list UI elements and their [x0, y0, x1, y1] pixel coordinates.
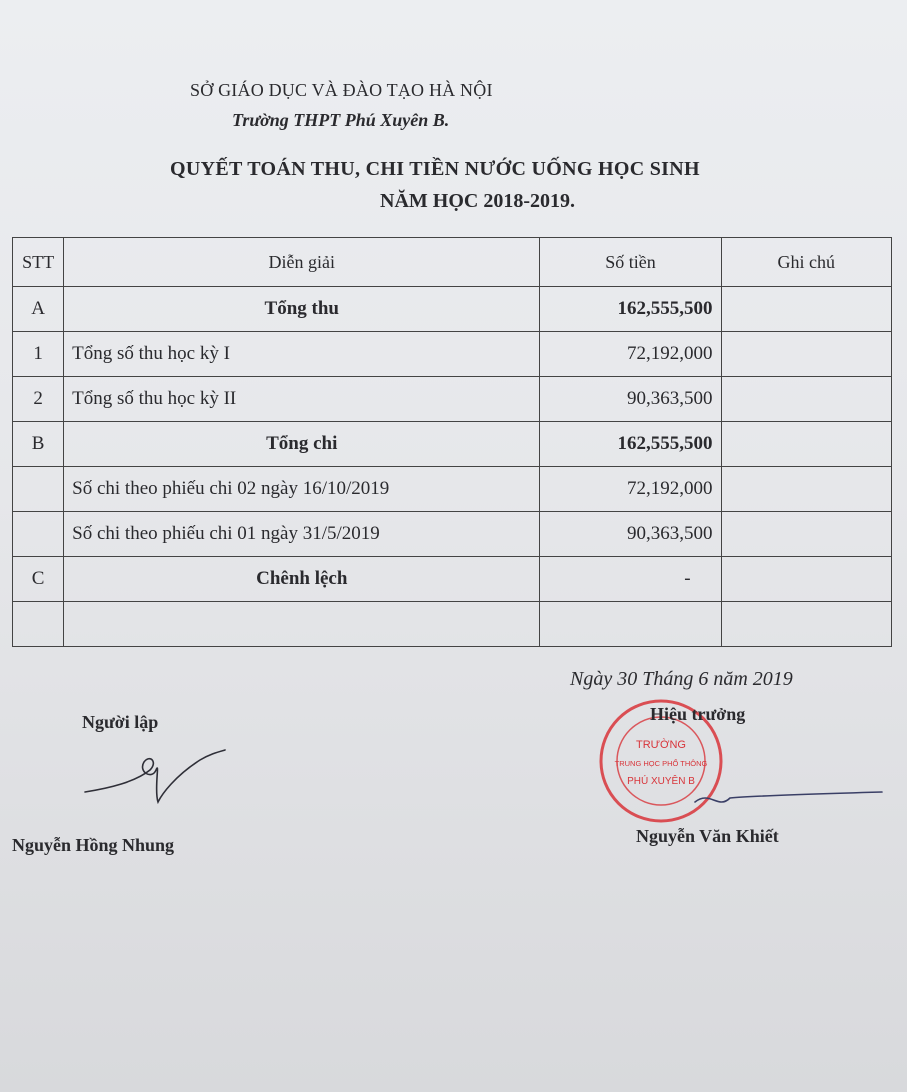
- row-description: Số chi theo phiếu chi 02 ngày 16/10/2019: [64, 467, 540, 512]
- table-row: [13, 557, 892, 602]
- row-stt: A: [13, 287, 64, 332]
- preparer-signature: [80, 740, 230, 810]
- row-stt: [13, 467, 64, 512]
- row-description: Tổng thu: [64, 287, 540, 332]
- table-row: [13, 602, 892, 647]
- table-header-row: [13, 238, 892, 287]
- preparer-name: Nguyễn Hồng Nhung: [12, 835, 175, 855]
- signing-date: Ngày 30 Tháng 6 năm 2019: [570, 668, 793, 690]
- row-description: Tổng số thu học kỳ II: [64, 377, 540, 422]
- row-description: Tổng chi: [64, 422, 540, 467]
- row-description: Chênh lệch: [64, 557, 540, 602]
- column-header-description: Diễn giải: [64, 238, 540, 287]
- stamp-text-middle: TRUNG HỌC PHỔ THÔNG: [614, 759, 708, 768]
- document-subtitle: NĂM HỌC 2018-2019.: [380, 190, 575, 212]
- row-stt: C: [13, 557, 64, 602]
- row-stt: 1: [13, 332, 64, 377]
- row-stt: [13, 512, 64, 557]
- row-amount: 90,363,500: [540, 377, 721, 422]
- row-amount: 72,192,000: [540, 467, 721, 512]
- row-description: Số chi theo phiếu chi 01 ngày 31/5/2019: [64, 512, 540, 557]
- row-amount: 72,192,000: [540, 332, 721, 377]
- row-note: [721, 602, 891, 647]
- stamp-text-top: TRƯỜNG: [636, 739, 686, 751]
- principal-signature: [690, 780, 890, 820]
- row-note: [721, 467, 891, 512]
- row-amount: 162,555,500: [540, 422, 721, 467]
- principal-name: Nguyễn Văn Khiết: [636, 826, 779, 846]
- department-header: SỞ GIÁO DỤC VÀ ĐÀO TẠO HÀ NỘI: [190, 80, 493, 100]
- row-note: [721, 512, 891, 557]
- stamp-text-bottom: PHÚ XUYÊN B: [627, 776, 695, 787]
- row-amount: [540, 602, 721, 647]
- column-header-note: Ghi chú: [721, 238, 891, 287]
- row-note: [721, 422, 891, 467]
- row-note: [721, 377, 891, 422]
- table-row: [13, 512, 892, 557]
- row-description: Tổng số thu học kỳ I: [64, 332, 540, 377]
- row-amount: -: [540, 557, 721, 602]
- column-header-amount: Số tiền: [540, 238, 721, 287]
- row-note: [721, 287, 891, 332]
- settlement-table: [12, 237, 892, 647]
- row-stt: [13, 602, 64, 647]
- row-description: [64, 602, 540, 647]
- principal-role: Hiệu trưởng: [650, 704, 746, 724]
- table-row: [13, 422, 892, 467]
- column-header-stt: STT: [13, 238, 64, 287]
- school-name: Trường THPT Phú Xuyên B.: [232, 110, 450, 130]
- table-row: [13, 287, 892, 332]
- document-title: QUYẾT TOÁN THU, CHI TIỀN NƯỚC UỐNG HỌC SINH: [170, 158, 700, 180]
- preparer-role: Người lập: [82, 712, 159, 732]
- row-amount: 162,555,500: [540, 287, 721, 332]
- row-amount: 90,363,500: [540, 512, 721, 557]
- row-stt: B: [13, 422, 64, 467]
- row-note: [721, 557, 891, 602]
- table-row: [13, 467, 892, 512]
- table-row: [13, 332, 892, 377]
- table-row: [13, 377, 892, 422]
- row-note: [721, 332, 891, 377]
- row-stt: 2: [13, 377, 64, 422]
